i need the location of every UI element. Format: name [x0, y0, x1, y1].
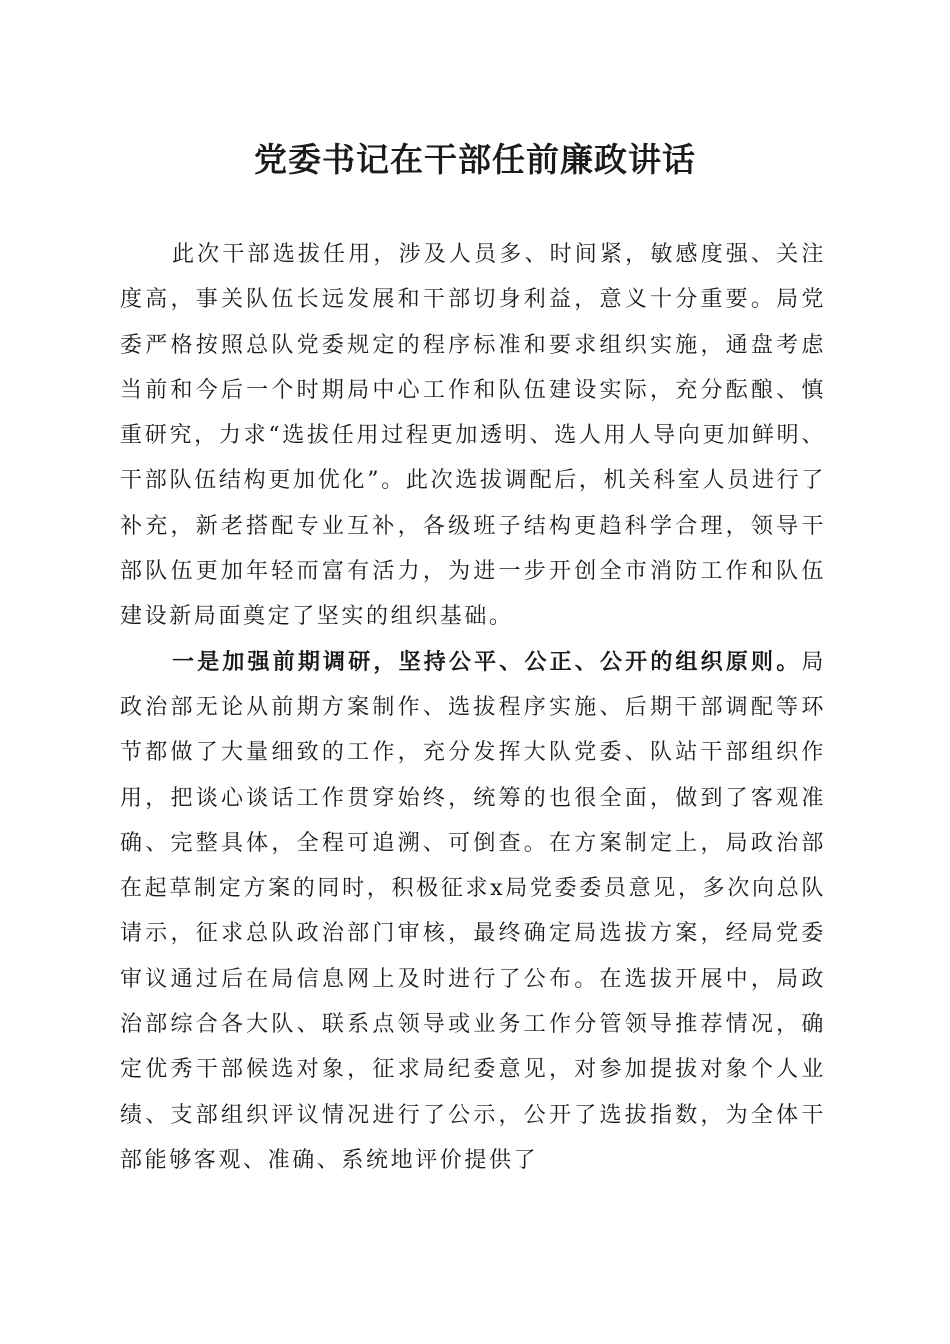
paragraph-point-one-heading: 一是加强前期调研，坚持公平、公正、公开的组织原则。 — [172, 648, 802, 675]
document-title: 党委书记在干部任前廉政讲话 — [254, 140, 696, 179]
paragraph-point-one — [120, 640, 826, 1184]
paragraph-point-one-text: 局政治部无论从前期方案制作、选拔程序实施、后期干部调配等环节都做了大量细致的工作，充分发挥大队党委、队站干部组织作用，把谈心谈话工作贯穿始终，统筹的也很全面，做到了客观准确、完整具体，全程可追溯、可倒查。在方案制定上，局政治部在起草制定方案的同时，积极征求x局党委委员意见，多次向总队请示，征求总队政治部门审核，最终确定局选拔方案，经局党委审议通过后在局信息网上及时进行了公布。在选拔开展中，局政治部综合各大队、联系点领导或业务工作分管领导推荐情况，确定优秀干部候选对象，征求局纪委意见，对参加提拔对象个人业绩、支部组织评议情况进行了公示，公开了选拔指数，为全体干部能够客观、准确、系统地评价提供了 — [120, 649, 826, 1173]
paragraph-intro — [120, 232, 826, 640]
paragraph-intro-text: 此次干部选拔任用，涉及人员多、时间紧，敏感度强、关注度高，事关队伍长远发展和干部切身利益，意义十分重要。局党委严格按照总队党委规定的程序标准和要求组织实施，通盘考虑当前和今后一个时期局中心工作和队伍建设实际，充分酝酿、慎重研究，力求“选拔任用过程更加透明、选人用人导向更加鲜明、干部队伍结构更加优化”。此次选拔调配后，机关科室人员进行了补充，新老搭配专业互补，各级班子结构更趋科学合理，领导干部队伍更加年轻而富有活力，为进一步开创全市消防工作和队伍建设新局面奠定了坚实的组织基础。 — [120, 242, 826, 630]
document-body — [120, 232, 826, 1183]
